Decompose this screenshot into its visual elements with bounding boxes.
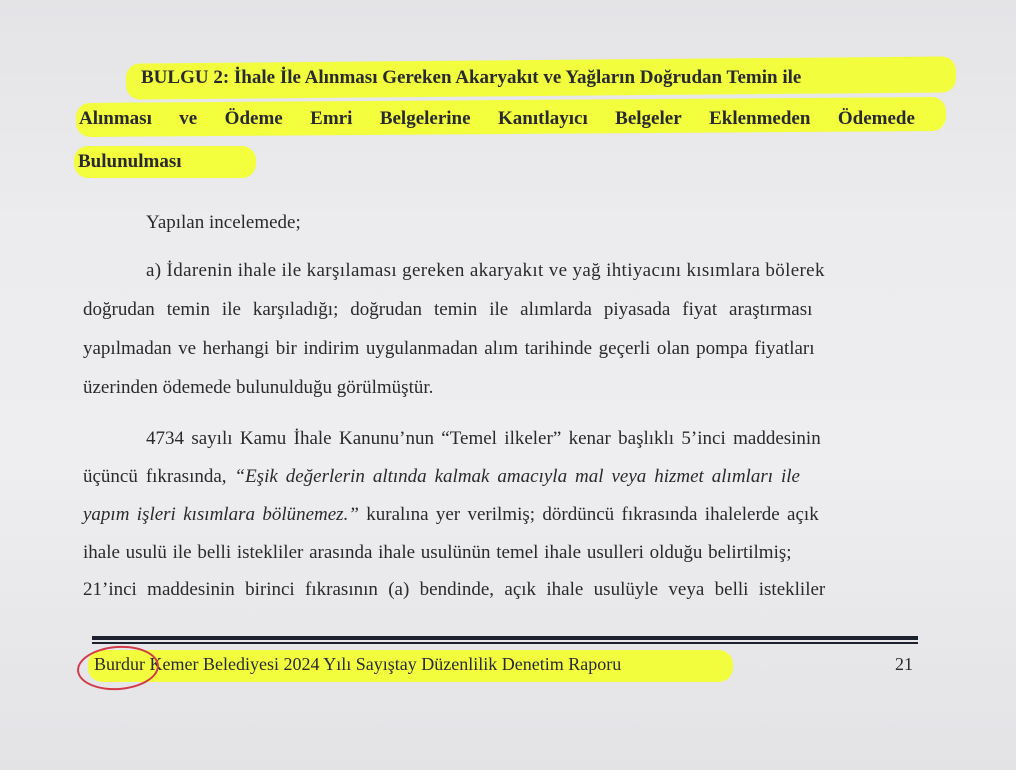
legal-quote-part-1: “Eşik değerlerin altında kalmak amacıyla mal veya hizmet alımları ile [234, 466, 800, 487]
finding-word: Ödemede [837, 108, 915, 129]
finding-title-line-1: BULGU 2: İhale İle Alınması Gereken Akaryakıt ve Yağların Doğrudan Temin ile [141, 67, 802, 88]
finding-word: Ödeme [224, 108, 283, 129]
finding-word: Belgeler [615, 108, 682, 129]
para-a-line-1-text: a) İdarenin ihale ile karşılaması gereken akaryakıt ve yağ ihtiyacını kısımlara bölerek [146, 260, 825, 281]
finding-title-line-3: Bulunulması [78, 151, 182, 172]
para-b-line-1: 4734 sayılı Kamu İhale Kanunu’nun “Temel ilkeler” kenar başlıklı 5’inci maddesinin [146, 428, 821, 449]
footer-rule-thick [92, 636, 918, 640]
finding-word: ve [179, 108, 198, 129]
finding-word: Eklenmeden [709, 108, 811, 129]
para-b-line-2-prefix: üçüncü fıkrasında, [83, 466, 227, 487]
para-a-line-3: yapılmadan ve herhangi bir indirim uygulanmadan alım tarihinde geçerli olan pompa fiyatları [83, 338, 815, 359]
footer-report-title: Kemer Belediyesi 2024 Yılı Sayıştay Düzenlilik Denetim Raporu [149, 654, 622, 674]
para-b-line-3-rest: kuralına yer verilmiş; dördüncü fıkrasında ihalelerde açık [366, 504, 819, 525]
para-b-line-4: ihale usulü ile belli istekliler arasında ihale usulünün temel ihale usulleri olduğu belirtilmiş; [83, 542, 792, 563]
legal-quote-part-2: yapım işleri kısımlara bölünemez.” [83, 504, 359, 525]
finding-word: Belgelerine [379, 108, 471, 129]
finding-title-line-2 [79, 107, 915, 131]
page-number: 21 [895, 654, 913, 674]
footer-place: Burdur [94, 654, 145, 674]
footer-report-line [94, 653, 621, 675]
para-b-line-5: 21’inci maddesinin birinci fıkrasının (a) bendinde, açık ihale usulüyle veya belli istekliler [83, 579, 826, 600]
finding-word: Emri [310, 108, 353, 129]
finding-word: Kanıtlayıcı [498, 108, 588, 129]
para-a-line-2: doğrudan temin ile karşıladığı; doğrudan temin ile alımlarda piyasada fiyat araştırması [83, 299, 813, 320]
footer-rule-thin [92, 642, 918, 644]
para-a-line-4: üzerinden ödemede bulunulduğu görülmüştür. [83, 377, 434, 398]
para-a-line-1 [146, 259, 916, 283]
para-b-line-2 [83, 465, 800, 489]
para-b-line-3 [83, 503, 819, 527]
intro-text: Yapılan incelemede; [146, 212, 301, 233]
finding-word: Alınması [79, 108, 152, 129]
red-circle-annotation [76, 643, 161, 693]
